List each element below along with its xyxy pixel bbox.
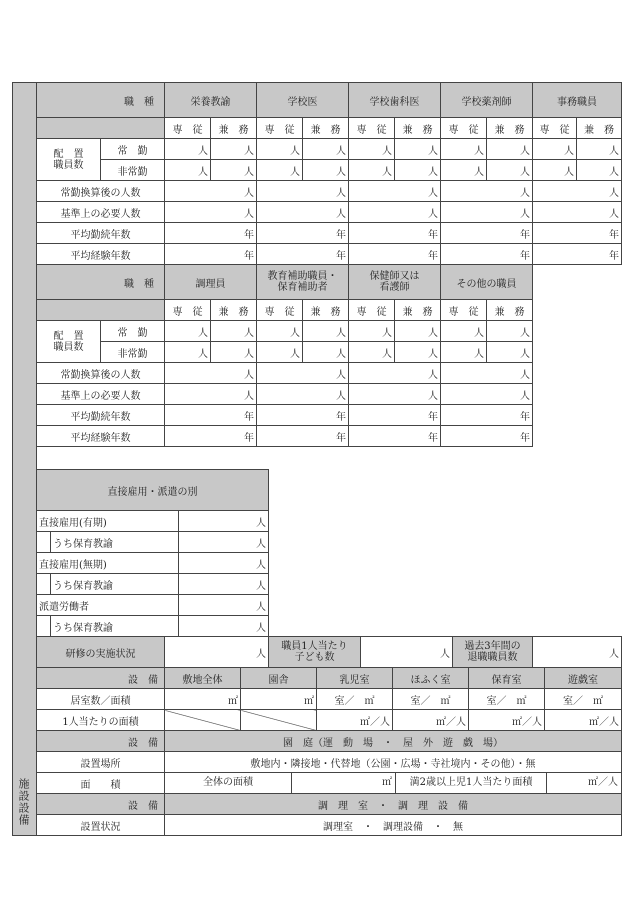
- over2-area-value[interactable]: ㎡／人: [588, 777, 618, 788]
- room-area-cell[interactable]: 室／ ㎡: [393, 689, 469, 710]
- count-cell[interactable]: 人: [303, 160, 349, 181]
- children-per-staff-label: 職員1人当たり 子ども数: [269, 637, 361, 668]
- value-cell[interactable]: 年: [441, 405, 533, 426]
- rooms-area-label: 居室数／面積: [37, 689, 165, 710]
- value-cell[interactable]: 人: [441, 384, 533, 405]
- facility-col: 遊戯室: [545, 668, 622, 689]
- row-label: 基準上の必要人数: [37, 202, 165, 223]
- full-time-header: 専 従: [349, 300, 395, 321]
- role-header: 学校医: [257, 83, 349, 118]
- retired-staff-label: 過去3年間の 退職職員数: [453, 637, 533, 668]
- place-value[interactable]: 敷地内・隣接地・代替地（公園・広場・寺社境内・その他）・無: [165, 752, 622, 773]
- row-label: 常勤換算後の人数: [37, 363, 165, 384]
- value-cell[interactable]: 人: [165, 384, 257, 405]
- value-cell[interactable]: 年: [165, 426, 257, 447]
- left-side-column: [12, 82, 37, 836]
- full-time-header: 専 従: [165, 118, 211, 139]
- value-cell[interactable]: 年: [349, 405, 441, 426]
- staff-facility-form: [12, 82, 621, 836]
- value-cell[interactable]: 人: [533, 202, 622, 223]
- per-person-cell[interactable]: ㎡／人: [545, 710, 622, 731]
- facility-header: 設 備: [37, 731, 165, 752]
- count-cell[interactable]: 人: [165, 342, 211, 363]
- count-cell[interactable]: 人: [349, 321, 395, 342]
- staff-b-header: 職 種: [37, 265, 165, 300]
- count-cell[interactable]: 人: [441, 160, 487, 181]
- facility-col: 保育室: [469, 668, 545, 689]
- value-cell[interactable]: 年: [441, 426, 533, 447]
- per-person-cell[interactable]: ㎡／人: [393, 710, 469, 731]
- employment-count[interactable]: 人: [179, 553, 269, 574]
- role-header: 保健師又は 看護師: [349, 265, 441, 300]
- value-cell[interactable]: 人: [257, 363, 349, 384]
- full-time-header: 専 従: [441, 300, 487, 321]
- employment-label: 直接雇用(無期): [37, 553, 179, 574]
- facility-header: 設 備: [37, 668, 165, 689]
- part-time-header: 兼 務: [211, 300, 257, 321]
- count-cell[interactable]: 人: [395, 321, 441, 342]
- value-cell[interactable]: 年: [165, 244, 257, 265]
- full-time-header: 専 従: [257, 118, 303, 139]
- value-cell[interactable]: 年: [165, 405, 257, 426]
- value-cell[interactable]: 年: [441, 244, 533, 265]
- facility-side-label: 施設設備: [17, 778, 30, 826]
- role-header: 学校薬剤師: [441, 83, 533, 118]
- employment-count[interactable]: 人: [179, 532, 269, 553]
- part-time-header: 兼 務: [211, 118, 257, 139]
- role-header: その他の職員: [441, 265, 533, 300]
- employment-sub-label: うち保育教諭: [51, 616, 179, 637]
- area-label: 面 積: [37, 773, 165, 794]
- count-cell[interactable]: 人: [395, 139, 441, 160]
- total-area-value[interactable]: ㎡: [292, 773, 396, 793]
- employment-count[interactable]: 人: [179, 511, 269, 532]
- kitchen-title: 調 理 室 ・ 調 理 設 備: [165, 794, 622, 815]
- total-area-label: 全体の面積: [165, 773, 292, 793]
- count-cell[interactable]: 人: [441, 321, 487, 342]
- value-cell[interactable]: 人: [441, 181, 533, 202]
- count-cell[interactable]: 人: [211, 160, 257, 181]
- count-cell[interactable]: 人: [257, 160, 303, 181]
- count-cell[interactable]: 人: [303, 139, 349, 160]
- full-time-header: 専 従: [533, 118, 577, 139]
- count-cell[interactable]: 人: [303, 321, 349, 342]
- count-cell[interactable]: 人: [165, 321, 211, 342]
- count-cell[interactable]: 人: [487, 342, 533, 363]
- row-label: 平均勤続年数: [37, 223, 165, 244]
- na-cell: [241, 710, 317, 731]
- facility-col: ほふく室: [393, 668, 469, 689]
- facility-table: [36, 667, 622, 836]
- value-cell[interactable]: 人: [257, 181, 349, 202]
- value-cell[interactable]: 年: [257, 244, 349, 265]
- area-cell[interactable]: ㎡: [165, 689, 241, 710]
- full-time-header: 専 従: [441, 118, 487, 139]
- count-cell[interactable]: 人: [487, 160, 533, 181]
- employment-label: 直接雇用(有期): [37, 511, 179, 532]
- facility-header: 設 備: [37, 794, 165, 815]
- count-cell[interactable]: 人: [441, 139, 487, 160]
- retired-staff-value[interactable]: 人: [533, 637, 622, 668]
- value-cell[interactable]: 年: [349, 244, 441, 265]
- count-cell[interactable]: 人: [211, 139, 257, 160]
- count-cell[interactable]: 人: [257, 321, 303, 342]
- place-label: 設置場所: [37, 752, 165, 773]
- part-time-header: 兼 務: [487, 300, 533, 321]
- row-label: 基準上の必要人数: [37, 384, 165, 405]
- room-area-cell[interactable]: 室／ ㎡: [469, 689, 545, 710]
- staff-count-label: 配 置 職員数: [37, 139, 101, 181]
- value-cell[interactable]: 人: [349, 384, 441, 405]
- count-cell[interactable]: 人: [349, 139, 395, 160]
- employment-header: 直接雇用・派遣の別: [37, 470, 269, 511]
- status-value[interactable]: 調理室 ・ 調理設備 ・ 無: [165, 815, 622, 836]
- count-cell[interactable]: 人: [577, 160, 622, 181]
- training-label: 研修の実施状況: [37, 637, 165, 668]
- full-time-header: 専 従: [349, 118, 395, 139]
- count-cell[interactable]: 人: [395, 160, 441, 181]
- training-table: [36, 636, 622, 668]
- value-cell[interactable]: 人: [349, 181, 441, 202]
- role-header: 学校歯科医: [349, 83, 441, 118]
- count-cell[interactable]: 人: [211, 321, 257, 342]
- employment-sub-label: うち保育教諭: [51, 532, 179, 553]
- part-time-header: 兼 務: [395, 118, 441, 139]
- count-cell[interactable]: 人: [533, 139, 577, 160]
- value-cell[interactable]: 年: [257, 223, 349, 244]
- facility-col: 園舎: [241, 668, 317, 689]
- value-cell[interactable]: 年: [257, 405, 349, 426]
- parttime-label: 非常勤: [101, 342, 165, 363]
- room-area-cell[interactable]: 室／ ㎡: [317, 689, 393, 710]
- fulltime-label: 常 勤: [101, 139, 165, 160]
- count-cell[interactable]: 人: [349, 160, 395, 181]
- value-cell[interactable]: 人: [441, 202, 533, 223]
- value-cell[interactable]: 人: [165, 181, 257, 202]
- status-label: 設置状況: [37, 815, 165, 836]
- value-cell[interactable]: 人: [165, 363, 257, 384]
- garden-title: 園 庭（運 動 場 ・ 屋 外 遊 戯 場）: [165, 731, 622, 752]
- employment-sub-label: うち保育教諭: [51, 574, 179, 595]
- role-header: 栄養教諭: [165, 83, 257, 118]
- fulltime-label: 常 勤: [101, 321, 165, 342]
- value-cell[interactable]: 年: [349, 426, 441, 447]
- part-time-header: 兼 務: [395, 300, 441, 321]
- count-cell[interactable]: 人: [211, 342, 257, 363]
- row-label: 平均経験年数: [37, 426, 165, 447]
- part-time-header: 兼 務: [303, 300, 349, 321]
- employment-table: [36, 469, 269, 637]
- part-time-header: 兼 務: [487, 118, 533, 139]
- staff-a-header: 職 種: [37, 83, 165, 118]
- staff-table-a: [36, 82, 622, 447]
- per-person-label: 1人当たりの面積: [37, 710, 165, 731]
- count-cell[interactable]: 人: [487, 139, 533, 160]
- row-label: 平均勤続年数: [37, 405, 165, 426]
- employment-label: 派遣労働者: [37, 595, 179, 616]
- role-header: 調理員: [165, 265, 257, 300]
- value-cell[interactable]: 年: [441, 223, 533, 244]
- value-cell[interactable]: 人: [349, 363, 441, 384]
- count-cell[interactable]: 人: [441, 342, 487, 363]
- employment-count[interactable]: 人: [179, 574, 269, 595]
- staff-count-label: 配 置 職員数: [37, 321, 101, 363]
- part-time-header: 兼 務: [303, 118, 349, 139]
- count-cell[interactable]: 人: [165, 139, 211, 160]
- value-cell[interactable]: 年: [349, 223, 441, 244]
- facility-col: 敷地全体: [165, 668, 241, 689]
- full-time-header: 専 従: [257, 300, 303, 321]
- count-cell[interactable]: 人: [257, 139, 303, 160]
- value-cell[interactable]: 人: [257, 202, 349, 223]
- na-cell: [165, 710, 241, 731]
- count-cell[interactable]: 人: [395, 342, 441, 363]
- value-cell[interactable]: 人: [165, 202, 257, 223]
- value-cell[interactable]: 人: [441, 363, 533, 384]
- row-label: 平均経験年数: [37, 244, 165, 265]
- value-cell[interactable]: 年: [533, 244, 622, 265]
- parttime-label: 非常勤: [101, 160, 165, 181]
- area-cell[interactable]: ㎡: [241, 689, 317, 710]
- role-header: 事務職員: [533, 83, 622, 118]
- count-cell[interactable]: 人: [349, 342, 395, 363]
- value-cell[interactable]: 年: [165, 223, 257, 244]
- count-cell[interactable]: 人: [533, 160, 577, 181]
- row-label: 常勤換算後の人数: [37, 181, 165, 202]
- role-header: 教育補助職員・ 保育補助者: [257, 265, 349, 300]
- count-cell[interactable]: 人: [577, 139, 622, 160]
- per-person-cell[interactable]: ㎡／人: [317, 710, 393, 731]
- count-cell[interactable]: 人: [257, 342, 303, 363]
- room-area-cell[interactable]: 室／ ㎡: [545, 689, 622, 710]
- over2-area-label: 満2歳以上児1人当たり面積: [396, 773, 547, 793]
- facility-col: 乳児室: [317, 668, 393, 689]
- count-cell[interactable]: 人: [487, 321, 533, 342]
- count-cell[interactable]: 人: [303, 342, 349, 363]
- employment-count[interactable]: 人: [179, 616, 269, 637]
- children-per-staff-value[interactable]: 人: [361, 637, 453, 668]
- full-time-header: 専 従: [165, 300, 211, 321]
- value-cell[interactable]: 年: [257, 426, 349, 447]
- part-time-header: 兼 務: [577, 118, 622, 139]
- value-cell[interactable]: 年: [533, 223, 622, 244]
- value-cell[interactable]: 人: [533, 181, 622, 202]
- per-person-cell[interactable]: ㎡／人: [469, 710, 545, 731]
- value-cell[interactable]: 人: [257, 384, 349, 405]
- employment-count[interactable]: 人: [179, 595, 269, 616]
- value-cell[interactable]: 人: [349, 202, 441, 223]
- count-cell[interactable]: 人: [165, 160, 211, 181]
- training-value[interactable]: 人: [165, 637, 269, 668]
